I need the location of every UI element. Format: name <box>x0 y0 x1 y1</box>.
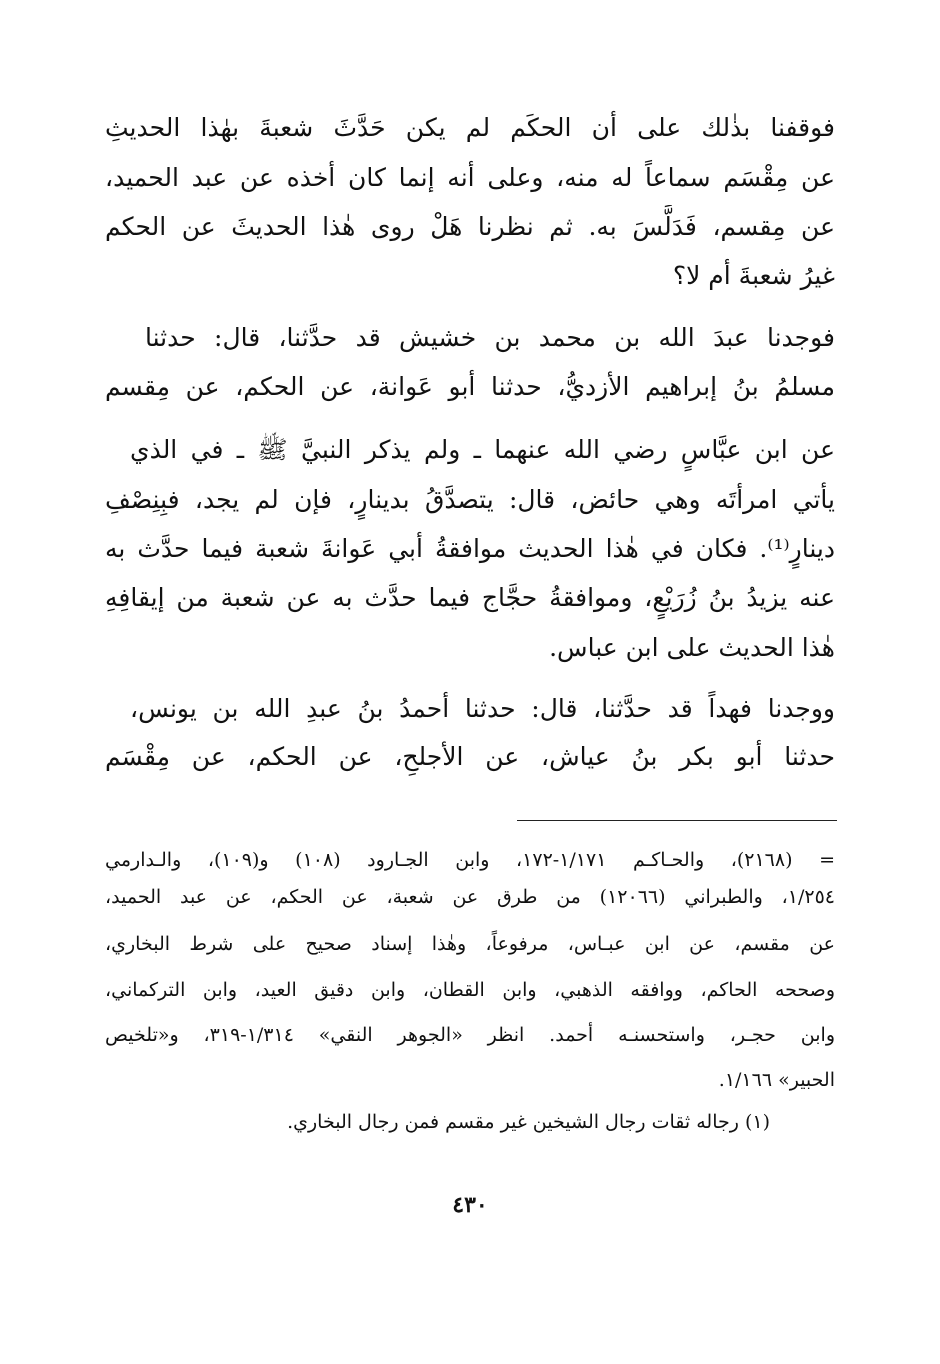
footnote-line: وصححه الحاكم، ووافقه الذهبي، وابن القطان، وابن دقيق العيد، وابن التركماني، <box>105 979 835 1001</box>
footnote-line: = (٢١٦٨)، والحـاكـم ١/١٧١-١٧٢، وابن الجـارود (١٠٨) و(١٠٩)، والـدارمي <box>105 849 835 871</box>
body-line: مسلمُ بنُ إبراهيم الأزديُّ، حدثنا أبو عَوانة، عن الحكم، عن مِقسم <box>105 372 835 401</box>
body-line: غيرُ شعبةَ أم لا؟ <box>672 261 835 290</box>
footnote-separator <box>517 820 837 821</box>
footnote-line: وابن حجـر، واستحسنـه أحمد. انظر «الجوهر النقي» ١/٣١٤-٣١٩، و«تلخيص <box>105 1024 835 1046</box>
footnote-line: ١/٢٥٤، والطبراني (١٢٠٦٦) من طرق عن شعبة، عن الحكم، عن عبد الحميد، <box>105 886 835 908</box>
body-line: فوجدنا عبدَ الله بن محمد بن خشيش قد حدَّثنا، قال: حدثنا <box>145 323 835 352</box>
body-line: ووجدنا فهداً قد حدَّثنا، قال: حدثنا أحمدُ بنُ عبدِ الله بن يونس، <box>130 694 835 723</box>
body-line: حدثنا أبو بكر بنُ عياش، عن الأجلحِ، عن الحكم، عن مِقْسَم <box>105 742 835 771</box>
body-line: يأتي امرأتَه وهي حائض، قال: يتصدَّقُ بدينارٍ، فإن لم يجد، فبِنِصْفِ <box>105 485 835 514</box>
footnote-line: الحبير» ١/١٦٦. <box>718 1069 835 1091</box>
page-number: ٤٣٠ <box>452 1192 488 1218</box>
body-line: عن مِقْسَم سماعاً له منه، وعلى أنه إنما كان أخذه عن عبد الحميد، <box>105 163 835 192</box>
body-line: دينارٍ⁽¹⁾. فكان في هٰذا الحديث موافقةُ أبي عَوانةَ شعبة فيما حدَّث به <box>105 534 835 563</box>
body-line: عنه يزيدُ بنُ زُرَيْعٍ، وموافقةُ حجَّاج فيما حدَّث به عن شعبة من إيقافِهِ <box>105 583 835 612</box>
body-line: فوقفنا بذٰلك على أن الحكَم لم يكن حَدَّثَ شعبةَ بهٰذا الحديثِ <box>105 113 835 142</box>
footnote-1: (١) رجاله ثقات رجال الشيخين غير مقسم فمن رجال البخاري. <box>287 1111 770 1133</box>
body-line: عن ابن عبَّاسٍ رضي الله عنهما ـ ولم يذكر النبيَّ ﷺ ـ في الذي <box>130 435 835 464</box>
footnote-line: عن مقسم، عن ابن عبـاس، مرفوعاً، وهٰذا إسناد صحيح على شرط البخاري، <box>105 933 835 955</box>
body-line: عن مِقسم، فَدَلَّسَ به. ثم نظرنا هَلْ روى هٰذا الحديثَ عن الحكم <box>105 212 835 241</box>
body-line: هٰذا الحديث على ابن عباس. <box>549 633 835 662</box>
